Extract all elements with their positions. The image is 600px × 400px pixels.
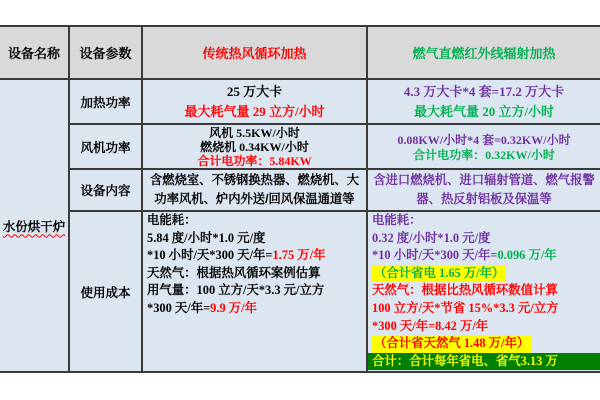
- gas-unit-power: 0.08KW/小时*4 套=0.32KW/小时: [397, 133, 571, 147]
- total-savings-banner: 合计：合计每年省电、省气3.13 万: [368, 353, 600, 371]
- cell-label-equipment-content[interactable]: [70, 170, 143, 212]
- trad-gas-annual-value: 9.9 万/年: [210, 300, 257, 315]
- gas-electric-rate: 0.32 度/小时*1.0 元/度: [372, 230, 491, 245]
- usage-cost-label: 使用成本: [80, 285, 131, 300]
- gas-natural-gas-note: 天然气：根据比热风循环数值计算: [372, 283, 558, 298]
- gas-equipment-content-text: 含进口燃烧机、进口辐射管道、燃气报警器、热反射铝板及保温等: [373, 173, 595, 206]
- header-traditional-heating-label: 传统热风循环加热: [202, 46, 307, 61]
- heating-power-label: 加热功率: [80, 95, 131, 110]
- trad-burner-spec: 燃烧机 0.34KW/小时: [200, 140, 309, 155]
- trad-electric-rate: 5.84 度/小时*1.0 元/度: [147, 230, 266, 245]
- gas-electric-annual-formula: *10 小时/天*300 天/年=: [372, 248, 498, 263]
- trad-electric-annual-formula: *10 小时/天*300 天/年=: [147, 248, 273, 263]
- trad-electric-cost-title: 电能耗：: [147, 213, 197, 227]
- cell-heating-power-gas[interactable]: [368, 80, 600, 125]
- equipment-name-label: 水份烘干炉: [2, 219, 66, 234]
- header-equipment-params-label: 设备参数: [79, 46, 132, 61]
- trad-natural-gas-note: 天然气：根据热风循环案例估算: [147, 265, 321, 280]
- gas-usage-saving-rate: 100 立方/天*节省 15%*3.3 元/立方: [372, 300, 559, 315]
- trad-electric-annual-cost: [143, 247, 366, 265]
- trad-electric-annual-value: 1.75 万/年: [272, 248, 326, 263]
- equipment-content-label: 设备内容: [80, 184, 131, 198]
- cell-usage-cost-gas[interactable]: [368, 212, 600, 373]
- gas-heating-capacity: 4.3 万大卡*4 套=17.2 万大卡: [403, 84, 565, 99]
- gas-electric-annual-value: 0.096 万/年: [497, 248, 557, 263]
- gas-electric-cost-title: 电能耗：: [372, 213, 422, 227]
- gas-max-gas-consumption: 最大耗气量 20 立方/小时: [413, 103, 555, 119]
- header-cell-traditional-heating[interactable]: [143, 27, 368, 80]
- gas-electric-annual-cost: [368, 247, 600, 265]
- fan-power-label: 风机功率: [80, 140, 131, 155]
- gas-electric-saving-highlight: （合计省电 1.65 万/年）: [372, 265, 506, 283]
- cell-equipment-content-gas[interactable]: [368, 170, 600, 212]
- trad-gas-annual-cost: [143, 300, 366, 318]
- gas-electric-saving-line: [368, 265, 600, 283]
- cell-fan-power-traditional[interactable]: [143, 125, 368, 170]
- trad-heating-capacity: 25 万大卡: [226, 84, 283, 99]
- trad-fan-spec: 风机 5.5KW/小时: [209, 126, 300, 140]
- trad-equipment-content-text: 含燃烧室、不锈钢换热器、燃烧机、大功率风机、炉内外送/回风保温通道等: [149, 173, 360, 206]
- trad-total-electric-power: 合计电功率：5.84KW: [197, 154, 312, 169]
- trad-gas-usage-rate: 用气量：100 立方/天*3.3 元/立方: [147, 283, 325, 298]
- header-cell-equipment-name[interactable]: [0, 27, 70, 80]
- gas-saving-line: [368, 335, 600, 353]
- gas-total-electric-power: 合计电功率：0.32KW/小时: [413, 148, 555, 162]
- header-cell-gas-infrared-heating[interactable]: [368, 27, 600, 80]
- cell-fan-power-gas[interactable]: [368, 125, 600, 170]
- gas-saving-highlight: （合计省天然气 1.48 万/年）: [372, 335, 531, 353]
- cell-equipment-name[interactable]: [0, 80, 70, 373]
- cell-label-fan-power[interactable]: [70, 125, 143, 170]
- header-gas-infrared-heating-label: 燃气直燃红外线辐射加热: [412, 46, 556, 61]
- trad-max-gas-consumption: 最大耗气量 29 立方/小时: [184, 103, 325, 119]
- cell-label-heating-power[interactable]: [70, 80, 143, 125]
- comparison-table: [0, 25, 600, 373]
- cell-usage-cost-traditional[interactable]: [143, 212, 368, 373]
- cell-heating-power-traditional[interactable]: [143, 80, 368, 125]
- header-cell-equipment-params[interactable]: [70, 27, 143, 80]
- cell-equipment-content-traditional[interactable]: [143, 170, 368, 212]
- trad-gas-annual-formula: *300 天/年=: [147, 300, 211, 315]
- header-equipment-name-label: 设备名称: [7, 46, 60, 61]
- gas-annual-cost: *300 天/年=8.42 万/年: [372, 318, 489, 333]
- cell-label-usage-cost[interactable]: [70, 212, 143, 373]
